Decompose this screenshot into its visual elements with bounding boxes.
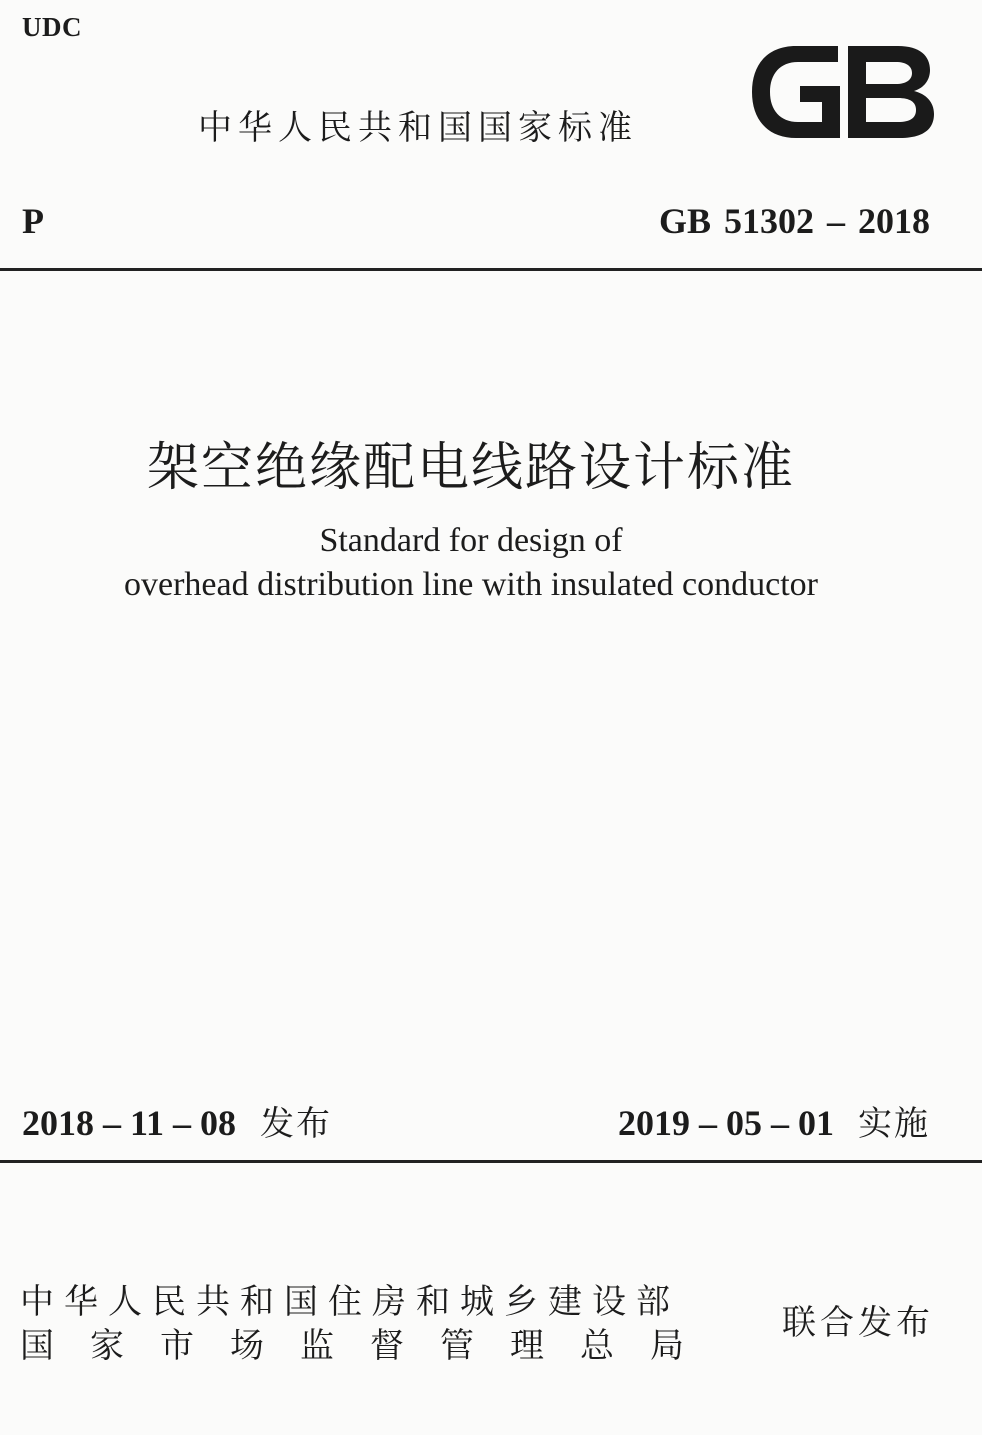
effective-date: 2019 – 05 – 01 [618,1103,834,1143]
issue-date-block [22,1096,332,1145]
classification-code: P [22,201,44,241]
title-english-line1: Standard for design of [319,522,623,559]
issue-label: 发布 [260,1104,333,1144]
effective-label: 实施 [858,1104,930,1144]
publisher-administration: 国家市场监督管理总局 [20,1326,720,1366]
title-chinese: 架空绝缘配电线路设计标准 [146,438,795,498]
effective-date-block [618,1096,930,1145]
title-english-line2: overhead distribution line with insulated conductor [123,566,818,603]
publisher-ministry: 中华人民共和国住房和城乡建设部 [20,1282,680,1322]
joint-publication-label: 联合发布 [782,1303,934,1343]
standard-number: GB 51302 – 2018 [658,201,930,241]
issue-date: 2018 – 11 – 08 [22,1103,237,1143]
bottom-divider [0,1160,982,1163]
udc-label: UDC [22,12,82,42]
gb-logo [748,40,936,144]
top-divider [0,268,982,271]
country-standard-heading: 中华人民共和国国家标准 [198,108,638,148]
